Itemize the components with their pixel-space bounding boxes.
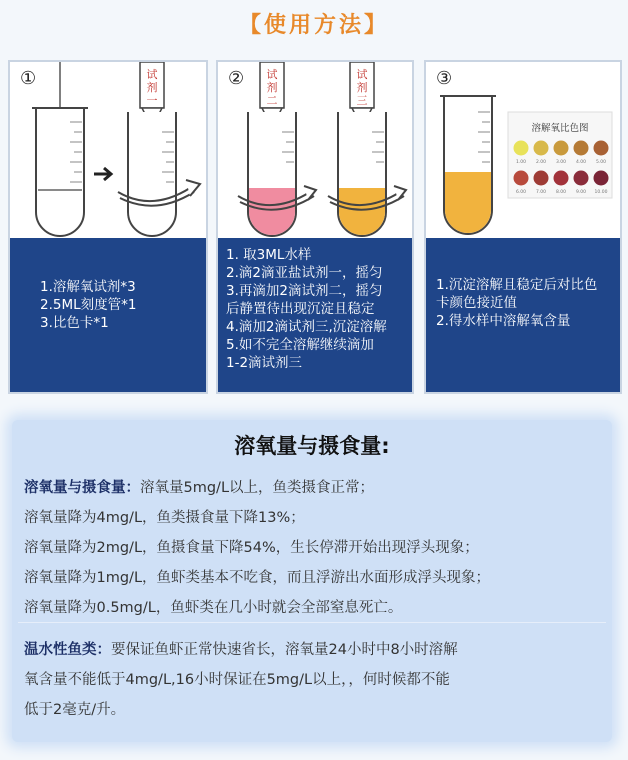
page-title: 【使用方法】 <box>238 13 389 38</box>
step-number: ② <box>228 68 245 89</box>
info-row <box>24 536 479 557</box>
svg-text:剂: 剂 <box>146 81 158 94</box>
step-line: 后静置待出现沉淀且稳定 <box>226 301 375 317</box>
color-swatch-value: 10.00 <box>594 190 608 195</box>
info-title: 溶氧量与摄食量: <box>234 434 390 458</box>
step-line: 3.再滴加2滴试剂二，摇匀 <box>226 283 383 299</box>
info-row <box>24 506 305 527</box>
color-swatch-value: 1.00 <box>515 160 527 165</box>
orange-solution <box>339 188 385 235</box>
warm-fish-row <box>24 698 125 719</box>
step-line: 1-2滴试剂三 <box>226 355 303 371</box>
svg-text:剂: 剂 <box>266 81 278 94</box>
step-line: 4.滴加2滴试剂三,沉淀溶解 <box>226 319 387 335</box>
color-swatch <box>534 171 549 186</box>
info-row <box>24 566 490 587</box>
color-swatch <box>594 141 609 156</box>
step-number: ① <box>20 68 37 89</box>
color-swatch-value: 5.00 <box>595 160 607 165</box>
color-swatch <box>534 141 549 156</box>
oxygen-feeding-info <box>12 420 612 742</box>
color-swatch <box>574 171 589 186</box>
info-row-text: 溶氧量降为1mg/L，鱼虾类基本不吃食，而且浮游出水面形成浮头现象； <box>24 570 491 586</box>
color-swatch-value: 9.00 <box>575 190 587 195</box>
svg-text:试: 试 <box>266 68 278 81</box>
step-line: 3.比色卡*1 <box>40 315 109 331</box>
svg-text:试: 试 <box>146 68 158 81</box>
color-swatch-value: 3.00 <box>555 160 567 165</box>
info-row <box>24 476 374 497</box>
color-swatch-value: 4.00 <box>575 160 587 165</box>
warm-fish-row <box>24 668 450 689</box>
warm-fish-text: 低于2毫克/升。 <box>24 702 126 718</box>
step-line: 2.5ML刻度管*1 <box>40 297 137 313</box>
svg-text:试: 试 <box>356 68 368 81</box>
color-swatch-value: 2.00 <box>535 160 547 165</box>
divider <box>18 622 606 623</box>
step-line: 5.如不完全溶解继续滴加 <box>226 337 374 353</box>
color-swatch <box>594 171 609 186</box>
step-line: 1. 取3ML水样 <box>226 247 312 263</box>
svg-text:一: 一 <box>146 94 158 107</box>
info-row-text: 溶氧量5mg/L以上，鱼类摄食正常； <box>140 480 375 496</box>
color-swatch <box>514 171 529 186</box>
color-swatch <box>554 141 569 156</box>
info-row <box>24 596 402 617</box>
pink-solution <box>249 188 295 235</box>
step-2-illustration <box>218 62 412 238</box>
step-2-panel <box>216 60 414 394</box>
step-line: 2.得水样中溶解氧含量 <box>436 313 571 329</box>
step-1-illustration <box>10 62 206 238</box>
color-chart-title: 溶解氧比色图 <box>531 123 589 134</box>
svg-text:三: 三 <box>356 94 368 107</box>
color-swatch-value: 7.00 <box>535 190 547 195</box>
step-3-illustration <box>426 62 620 238</box>
step-line: 2.滴2滴亚盐试剂一，摇匀 <box>226 265 383 281</box>
info-row-text: 溶氧量降为0.5mg/L，鱼虾类在几小时就会全部窒息死亡。 <box>24 600 403 616</box>
color-swatch-value: 6.00 <box>515 190 527 195</box>
step-line: 卡颜色接近值 <box>436 295 517 311</box>
step-line: 1.沉淀溶解且稳定后对比色 <box>436 277 598 293</box>
color-swatch-value: 8.00 <box>555 190 567 195</box>
info-row-text: 溶氧量降为4mg/L，鱼类摄食量下降13%； <box>24 510 305 526</box>
step-line: 1.溶解氧试剂*3 <box>40 279 136 295</box>
warm-fish-row <box>24 638 458 659</box>
step-1-panel <box>8 60 208 394</box>
info-row-label: 溶氧量与摄食量： <box>24 480 140 496</box>
info-row-text: 溶氧量降为2mg/L，鱼摄食量下降54%，生长停滞开始出现浮头现象； <box>24 540 479 556</box>
arrow-icon <box>94 168 111 180</box>
svg-text:二: 二 <box>266 94 278 107</box>
step-3-panel <box>424 60 622 394</box>
warm-fish-label: 温水性鱼类： <box>24 642 111 658</box>
step-3-text <box>426 238 620 392</box>
warm-fish-text: 要保证鱼虾正常快速省长，溶氧量24小时中8小时溶解 <box>111 642 458 658</box>
step-2-text <box>218 238 412 392</box>
orange-solution <box>445 172 491 233</box>
color-swatch <box>554 171 569 186</box>
color-swatch <box>574 141 589 156</box>
step-number: ③ <box>436 68 453 89</box>
warm-fish-text: 氧含量不能低于4mg/L,16小时保证在5mg/L以上，，何时候都不能 <box>24 672 450 688</box>
color-swatch <box>514 141 529 156</box>
step-1-text <box>10 238 206 392</box>
svg-text:剂: 剂 <box>356 81 368 94</box>
